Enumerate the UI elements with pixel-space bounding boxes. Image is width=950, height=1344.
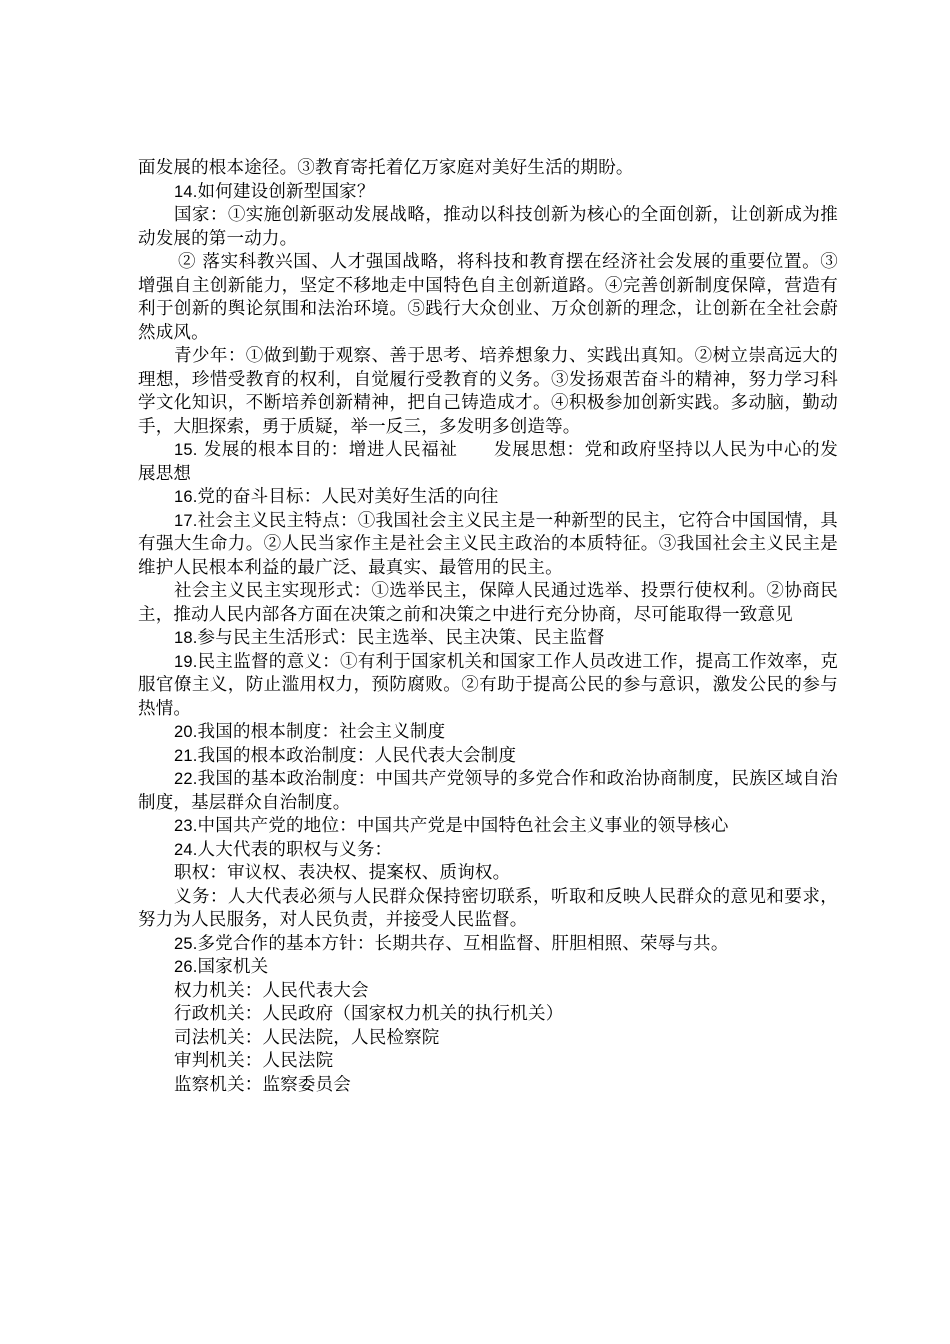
item-text: 人大代表的职权与义务：	[197, 839, 393, 860]
heading-q22	[138, 768, 838, 815]
heading-q15	[138, 439, 838, 486]
item-number: 17.	[174, 511, 198, 530]
item-number: 25.	[174, 934, 198, 953]
item-text: 我国的根本制度：社会主义制度	[197, 722, 446, 742]
paragraph-education-cont: 面发展的根本途径。③教育寄托着亿万家庭对美好生活的期盼。	[138, 158, 634, 178]
paragraph-country: 国家：①实施创新驱动发展战略，推动以科技创新为核心的全面创新，让创新成为推动发展的第一动力。	[138, 205, 838, 249]
paragraph-youth: 青少年：①做到勤于观察、善于思考、培养想象力、实践出真知。②树立崇高远大的理想，珍惜受教育的权利，自觉履行受教育的义务。③发扬艰苦奋斗的精神，努力学习科学文化知识，不断培养创新精神，把自己铸造成才。④积极参加创新实践。多动脑，勤动手，大胆探索，勇于质疑，举一反三，多发明多创造等。	[138, 346, 838, 437]
heading-q14	[138, 181, 838, 205]
paragraph-country-cont: ② 落实科教兴国、人才强国战略，将科技和教育摆在经济社会发展的重要位置。③增强自主创新能力，坚定不移地走中国特色自主创新道路。④完善创新制度保障，营造有利于创新的舆论氛围和法治环境。⑤践行大众创业、万众创新的理念，让创新在全社会蔚然成风。	[138, 252, 838, 343]
item-text: 我国的根本政治制度：人民代表大会制度	[197, 745, 517, 766]
item-text: 多党合作的基本方针：长期共存、互相监督、肝胆相照、荣辱与共。	[197, 933, 729, 954]
item-number: 16.	[174, 488, 198, 506]
item-number: 18.	[174, 629, 198, 647]
item-number: 24.	[174, 840, 198, 859]
organ-judicial: 司法机关：人民法院，人民检察院	[174, 1027, 440, 1048]
paragraph-democracy-forms: 社会主义民主实现形式：①选举民主，保障人民通过选举、投票行使权利。②协商民主，推动人民内部各方面在决策之前和决策之中进行充分协商，尽可能取得一致意见	[138, 581, 838, 625]
heading-q18	[138, 627, 838, 651]
paragraph-duties: 义务：人大代表必须与人民群众保持密切联系，听取和反映人民群众的意见和要求，努力为人民服务，对人民负责，并接受人民监督。	[138, 886, 838, 930]
item-text-2: 发展思想：党和政府坚持以人民为中心的发展思想	[138, 440, 838, 484]
item-number: 19.	[174, 652, 198, 671]
item-text: 国家机关	[197, 957, 269, 977]
item-text: 参与民主生活形式：民主选举、民主决策、民主监督	[197, 628, 605, 648]
item-text: 社会主义民主特点：①我国社会主义民主是一种新型的民主，它符合中国国情，具有强大生命力。②人民当家作主是社会主义民主政治的本质特征。③我国社会主义民主是维护人民根本利益的最广泛、最真实、最管用的民主。	[138, 510, 838, 578]
item-text: 如何建设创新型国家？	[197, 181, 375, 202]
item-number: 14.	[174, 182, 198, 201]
organ-trial: 审判机关：人民法院	[174, 1051, 334, 1071]
heading-q23	[138, 815, 838, 839]
organ-power: 权力机关：人民代表大会	[174, 980, 369, 1001]
heading-q20	[138, 721, 838, 745]
item-text: 民主监督的意义：①有利于国家机关和国家工作人员改进工作，提高工作效率，克服官僚主义，防止滥用权力，预防腐败。②有助于提高公民的参与意识，激发公民的参与热情。	[138, 651, 838, 719]
document-page	[138, 157, 838, 1097]
heading-q26	[138, 956, 838, 980]
heading-q17	[138, 510, 838, 581]
item-number: 21.	[174, 746, 198, 765]
item-number: 23.	[174, 817, 198, 835]
heading-q24	[138, 839, 838, 863]
heading-q25	[138, 933, 838, 957]
item-text: 我国的基本政治制度：中国共产党领导的多党合作和政治协商制度，民族区域自治制度，基层群众自治制度。	[138, 769, 838, 813]
item-text: 中国共产党的地位：中国共产党是中国特色社会主义事业的领导核心	[197, 816, 729, 836]
item-text: 党的奋斗目标：人民对美好生活的向往	[197, 487, 499, 507]
heading-q21	[138, 745, 838, 769]
paragraph-powers: 职权：审议权、表决权、提案权、质询权。	[174, 863, 511, 883]
item-number: 15.	[174, 441, 198, 459]
heading-q16	[138, 486, 838, 510]
organ-administrative: 行政机关：人民政府（国家权力机关的执行机关）	[174, 1004, 564, 1024]
heading-q19	[138, 651, 838, 722]
item-number: 26.	[174, 958, 198, 976]
organ-supervision: 监察机关：监察委员会	[174, 1074, 351, 1095]
item-number: 22.	[174, 770, 198, 788]
item-text: 发展的根本目的：增进人民福祉	[197, 440, 458, 460]
item-number: 20.	[174, 723, 198, 741]
